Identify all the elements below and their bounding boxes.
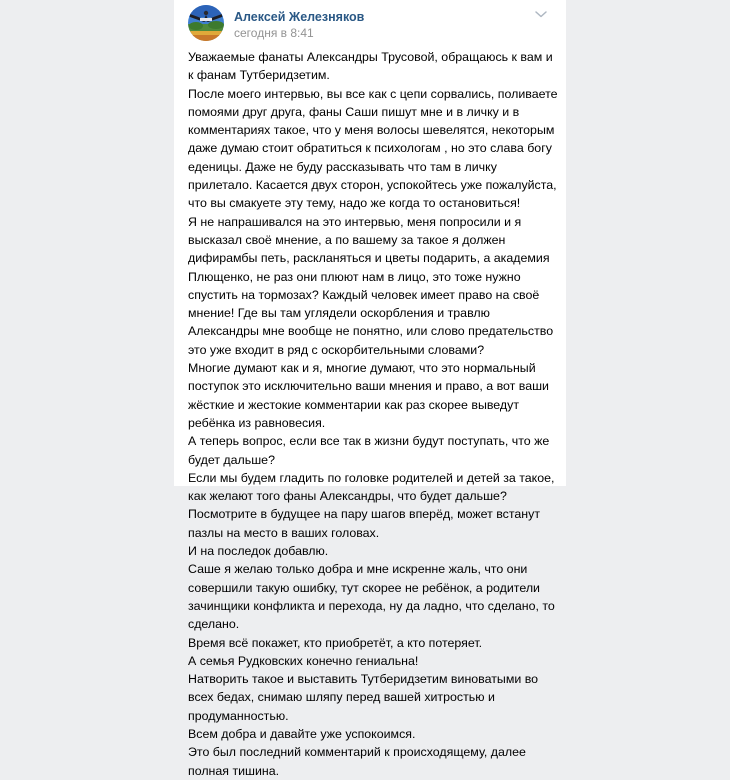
post-paragraph: А семья Рудковских конечно гениальна! <box>188 653 419 668</box>
post-card <box>174 0 566 778</box>
post-paragraph: Многие думают как и я, многие думают, что это нормальный поступок это исключительно ваши мнения и право, а вот ваши жёсткие и жестокие комментарии как раз скорее выведут ребёнка из равновесия. <box>188 361 549 430</box>
post-paragraph: Саше я желаю только добра и мне искренне жаль, что они совершили такую ошибку, тут скорее не ребёнок, а родители зачинщики конфликта и перехода, ну да ладно, что сделано, то сделано. <box>188 562 555 632</box>
post-paragraph: Это был последний комментарий к происходящему, далее полная тишина. <box>188 745 526 778</box>
post-paragraph: Если мы будем гладить по головке родителей и детей за такое, как желают того фаны Александры, что будет дальше? <box>188 470 555 504</box>
post-paragraph: Уважаемые фанаты Александры Трусовой, обращаюсь к вам и к фанам Тутберидзетим. <box>188 50 553 83</box>
post-paragraph: Натворить такое и выставить Тутберидзетим виноватыми во всех бедах, снимаю шляпу перед вашей хитростью и продуманностью. <box>188 672 539 723</box>
author-name-link[interactable]: Алексей Железняков <box>234 10 365 24</box>
author-avatar[interactable] <box>188 5 224 41</box>
post-paragraph: И на последок добавлю. <box>188 544 329 559</box>
post-header <box>188 5 566 43</box>
post-paragraph: Время всё покажет, кто приобретёт, а кто потеряет. <box>188 635 483 650</box>
post-menu-button[interactable] <box>534 9 552 23</box>
post-paragraph: Посмотрите в будущее на пару шагов вперёд, может встанут пазлы на место в ваших головах. <box>188 507 540 540</box>
post-paragraph: А теперь вопрос, если все так в жизни будут поступать, что же будет дальше? <box>188 434 550 467</box>
post-paragraph: После моего интервью, вы все как с цепи сорвались, поливаете помоями друг друга, фаны Саши пишут мне и в личку и в комментариях такое, что у меня волосы шевелятся, некоторым даже думаю стоит обратиться к психологам , но это слава богу еденицы. Даже не буду рассказывать что там в личку прилетало. Касается двух сторон, успокойтесь уже пожалуйста, что вы смакуете эту тему, надо же когда то остановиться! <box>188 86 558 211</box>
post-text <box>188 48 560 780</box>
post-timestamp[interactable]: сегодня в 8:41 <box>234 26 314 40</box>
post-paragraph: Всем добра и давайте уже успокоимся. <box>188 726 416 741</box>
profile-photo-icon <box>188 5 224 41</box>
chevron-down-icon <box>534 9 548 19</box>
post-paragraph: Я не напрашивался на это интервью, меня попросили и я высказал своё мнение, а по вашему за такое я должен дифирамбы петь, раскланяться и цветы подарить, а академия Плющенко, не раз они плюют нам в лицо, это тоже нужно спустить на тормозах? Каждый человек имеет право на своё мнение! Где вы там углядели оскорбления и травлю Александры мне вообще не понятно, или слово предательство это уже входит в ряд с оскорбительными словами? <box>188 214 554 357</box>
